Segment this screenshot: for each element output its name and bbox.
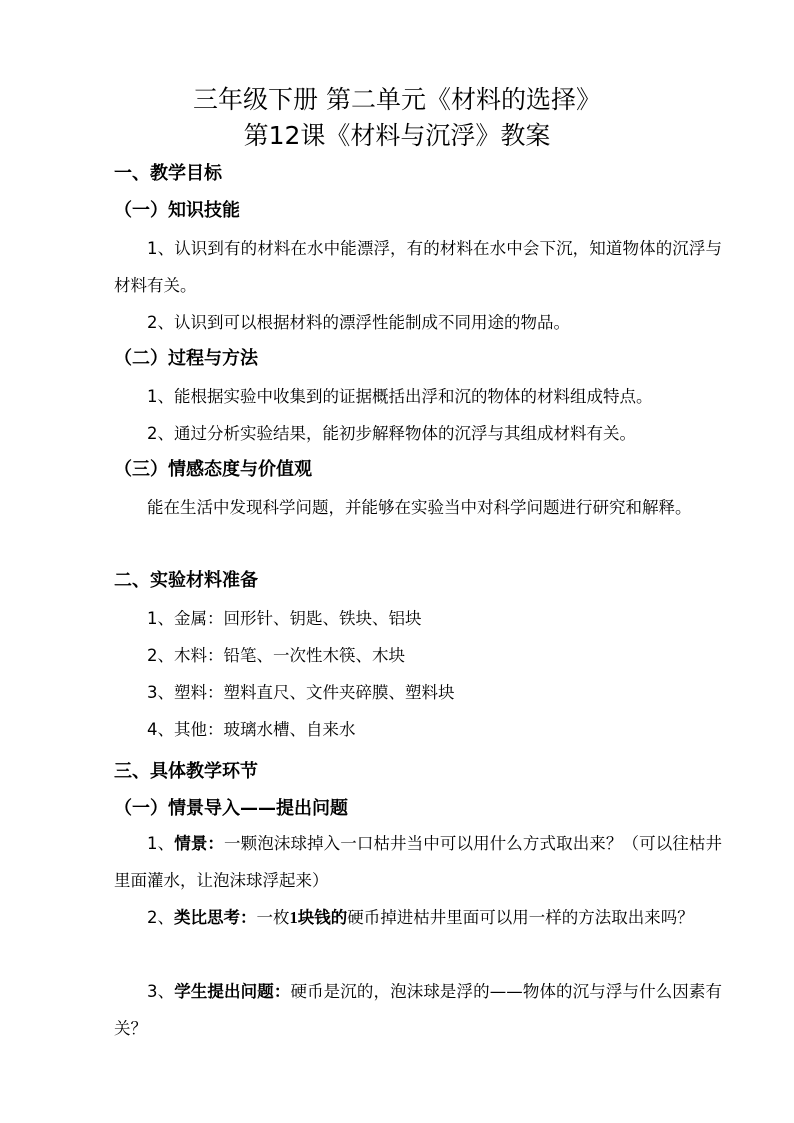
paragraph-intro-2: [114, 899, 722, 936]
paragraph-attitude: 能在生活中发现科学问题，并能够在实验当中对科学问题进行研究和解释。: [147, 498, 692, 517]
paragraph-knowledge-1: 1、认识到有的材料在水中能漂浮，有的材料在水中会下沉，知道物体的沉浮与材料有关。: [114, 239, 722, 295]
subsection-heading-knowledge: （一）知识技能: [114, 200, 240, 221]
paragraph-intro-3: [114, 973, 722, 1047]
section-heading-objectives: 一、教学目标: [114, 163, 222, 184]
subsection-heading-intro: （一）情景导入——提出问题: [114, 798, 348, 819]
item-label: 类比思考：: [174, 908, 257, 927]
subsection-heading-attitude: （三）情感态度与价值观: [114, 459, 312, 480]
list-item-material-1: 1、金属：回形针、钥匙、铁块、铝块: [147, 609, 422, 628]
doc-title-line2: 第12课《材料与沉浮》教案: [243, 121, 551, 150]
item-text-continued: 硬币掉进枯井里面可以用一样的方法取出来吗？: [347, 908, 694, 927]
item-number: 1、: [147, 834, 175, 853]
item-label: 情景：: [174, 834, 225, 853]
doc-title-line1: 三年级下册 第二单元《材料的选择》: [193, 85, 601, 114]
list-item-material-3: 3、塑料：塑料直尺、文件夹碎膜、塑料块: [147, 683, 455, 702]
paragraph-process-2: 2、通过分析实验结果，能初步解释物体的沉浮与其组成材料有关。: [147, 424, 636, 443]
item-label: 学生提出问题：: [174, 982, 291, 1001]
item-text: 一枚: [256, 908, 290, 927]
list-item-material-4: 4、其他：玻璃水槽、自来水: [147, 720, 356, 739]
item-text: 一颗泡沫球掉入一口枯井当中可以用什么方式取出来？（可以往枯井里面灌水，让泡沫球浮起来）: [114, 834, 723, 890]
section-heading-materials: 二、实验材料准备: [114, 570, 258, 591]
list-item-material-2: 2、木料：铅笔、一次性木筷、木块: [147, 646, 405, 665]
item-number: 2、: [147, 908, 174, 927]
item-bold-amount: 1块钱的: [289, 908, 348, 927]
section-heading-teaching-steps: 三、具体教学环节: [114, 761, 258, 782]
item-text: 硬币是沉的，泡沫球是浮的——物体的沉与浮与什么因素有关？: [114, 982, 723, 1038]
paragraph-knowledge-2: 2、认识到可以根据材料的漂浮性能制成不同用途的物品。: [147, 313, 570, 332]
subsection-heading-process: （二）过程与方法: [114, 348, 258, 369]
paragraph-process-1: 1、能根据实验中收集到的证据概括出浮和沉的物体的材料组成特点。: [147, 387, 653, 406]
item-number: 3、: [147, 982, 175, 1001]
paragraph-intro-1: [114, 825, 722, 899]
